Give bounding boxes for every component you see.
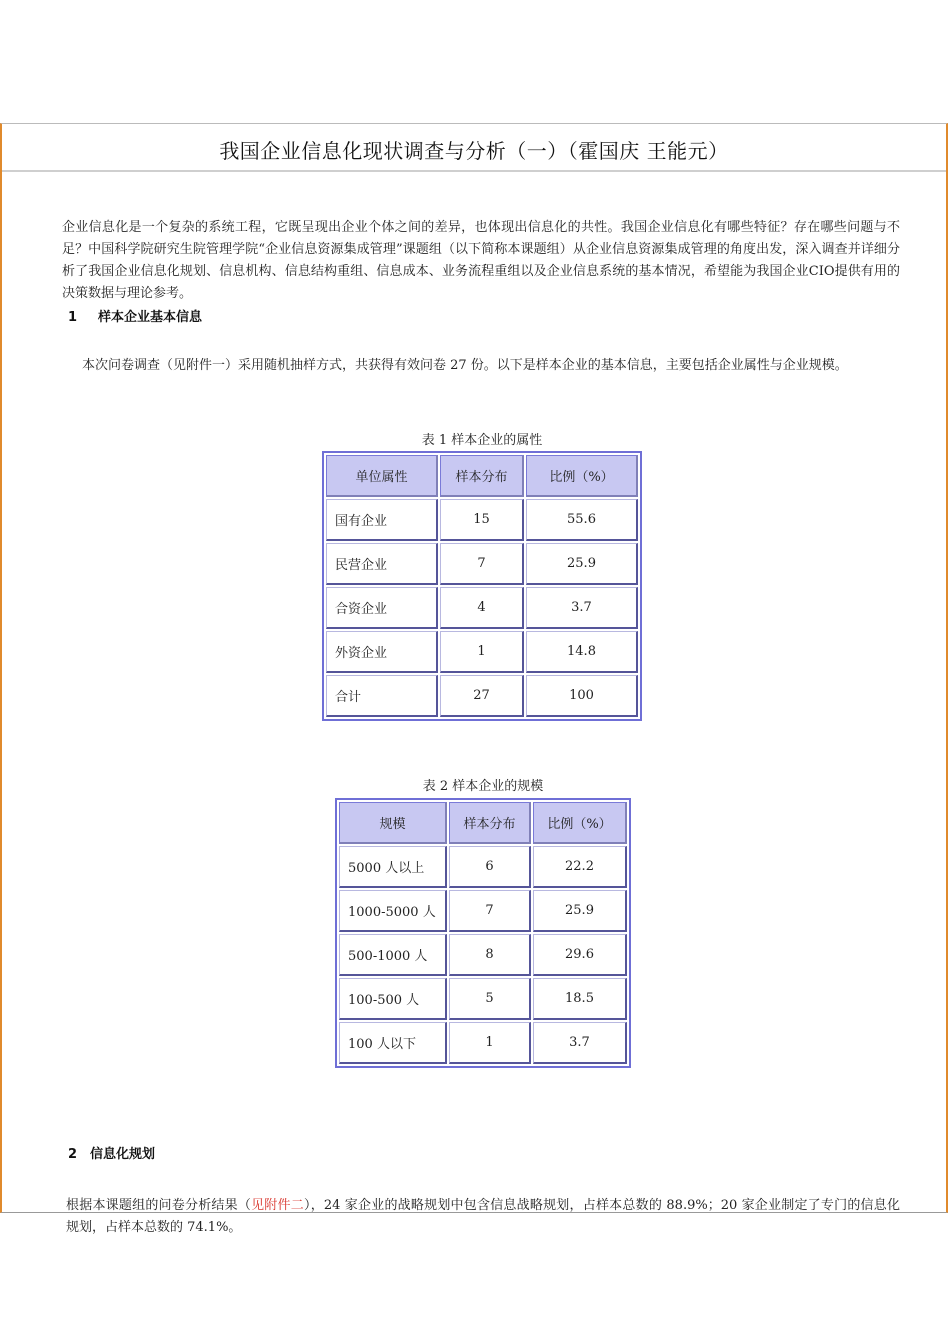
table-cell: 1 bbox=[440, 631, 524, 673]
table-row bbox=[339, 978, 627, 1020]
title-bar bbox=[2, 124, 946, 172]
table-cell: 1 bbox=[449, 1022, 531, 1064]
table-row bbox=[326, 543, 638, 585]
table-cell: 合计 bbox=[326, 675, 438, 717]
page-title: 我国企业信息化现状调查与分析（一）（霍国庆 王能元） bbox=[219, 138, 729, 163]
column-header: 样本分布 bbox=[440, 455, 524, 497]
table-cell: 18.5 bbox=[533, 978, 627, 1020]
table-cell: 100-500 人 bbox=[339, 978, 447, 1020]
appendix-2-link[interactable]: 见附件二 bbox=[251, 1198, 304, 1213]
table-1 bbox=[322, 451, 642, 721]
table-row bbox=[326, 631, 638, 673]
table-cell: 500-1000 人 bbox=[339, 934, 447, 976]
table-cell: 7 bbox=[449, 890, 531, 932]
table-cell: 1000-5000 人 bbox=[339, 890, 447, 932]
table-cell: 5 bbox=[449, 978, 531, 1020]
table-cell: 100 人以下 bbox=[339, 1022, 447, 1064]
column-header: 单位属性 bbox=[326, 455, 438, 497]
section-2-heading bbox=[68, 1143, 155, 1162]
column-header: 比例（%） bbox=[526, 455, 638, 497]
table-cell: 国有企业 bbox=[326, 499, 438, 541]
table-row bbox=[326, 499, 638, 541]
table-row bbox=[339, 1022, 627, 1064]
intro-paragraph: 企业信息化是一个复杂的系统工程，它既呈现出企业个体之间的差异，也体现出信息化的共性。我国企业信息化有哪些特征？存在哪些问题与不足？中国科学院研究生院管理学院“企业信息资源集成管理”课题组（以下简称本课题组）从企业信息资源集成管理的角度出发，深入调查并详细分析了我国企业信息化规划、信息机构、信息结构重组、信息成本、业务流程重组以及企业信息系统的基本情况，希望能为我国企业CIO提供有用的决策数据与理论参考。 bbox=[62, 220, 900, 301]
table-cell: 7 bbox=[440, 543, 524, 585]
column-header: 比例（%） bbox=[533, 802, 627, 844]
section-2-text-after: ），24 家企业的战略规划中包含信息战略规划，占样本总数的 88.9%；20 家企业制定了专门的信息化规划，占样本总数的 74.1%。 bbox=[66, 1198, 900, 1235]
section-2-title: 信息化规划 bbox=[90, 1147, 156, 1162]
table-cell: 民营企业 bbox=[326, 543, 438, 585]
table-cell: 25.9 bbox=[533, 890, 627, 932]
table-cell: 100 bbox=[526, 675, 638, 717]
section-1-number: 1 bbox=[68, 310, 78, 325]
table-cell: 3.7 bbox=[526, 587, 638, 629]
table-cell: 27 bbox=[440, 675, 524, 717]
table-cell: 15 bbox=[440, 499, 524, 541]
table-row bbox=[326, 587, 638, 629]
table-cell: 55.6 bbox=[526, 499, 638, 541]
table-row bbox=[326, 675, 638, 717]
table-cell: 29.6 bbox=[533, 934, 627, 976]
table-header-row bbox=[339, 802, 627, 844]
table-2 bbox=[335, 798, 631, 1068]
section-2-text-before: 根据本课题组的问卷分析结果（ bbox=[66, 1198, 252, 1213]
table-cell: 8 bbox=[449, 934, 531, 976]
section-2-paragraph bbox=[66, 1195, 900, 1239]
table-cell: 14.8 bbox=[526, 631, 638, 673]
column-header: 样本分布 bbox=[449, 802, 531, 844]
table-row bbox=[339, 846, 627, 888]
section-2-number: 2 bbox=[68, 1147, 78, 1162]
document-frame bbox=[0, 123, 948, 1235]
table-cell: 4 bbox=[440, 587, 524, 629]
table-row bbox=[339, 934, 627, 976]
table-cell: 25.9 bbox=[526, 543, 638, 585]
table-2-caption: 表 2 样本企业的规模 bbox=[422, 779, 544, 794]
table-cell: 3.7 bbox=[533, 1022, 627, 1064]
column-header: 规模 bbox=[339, 802, 447, 844]
table-cell: 5000 人以上 bbox=[339, 846, 447, 888]
table-row bbox=[339, 890, 627, 932]
table-cell: 合资企业 bbox=[326, 587, 438, 629]
table-cell: 外资企业 bbox=[326, 631, 438, 673]
table-1-caption: 表 1 样本企业的属性 bbox=[421, 433, 543, 448]
section-1-heading bbox=[68, 306, 202, 325]
table-cell: 6 bbox=[449, 846, 531, 888]
section-1-title: 样本企业基本信息 bbox=[98, 310, 203, 325]
table-header-row bbox=[326, 455, 638, 497]
table-cell: 22.2 bbox=[533, 846, 627, 888]
section-1-paragraph: 本次问卷调查（见附件一）采用随机抽样方式，共获得有效问卷 27 份。以下是样本企业的基本信息，主要包括企业属性与企业规模。 bbox=[82, 358, 848, 373]
